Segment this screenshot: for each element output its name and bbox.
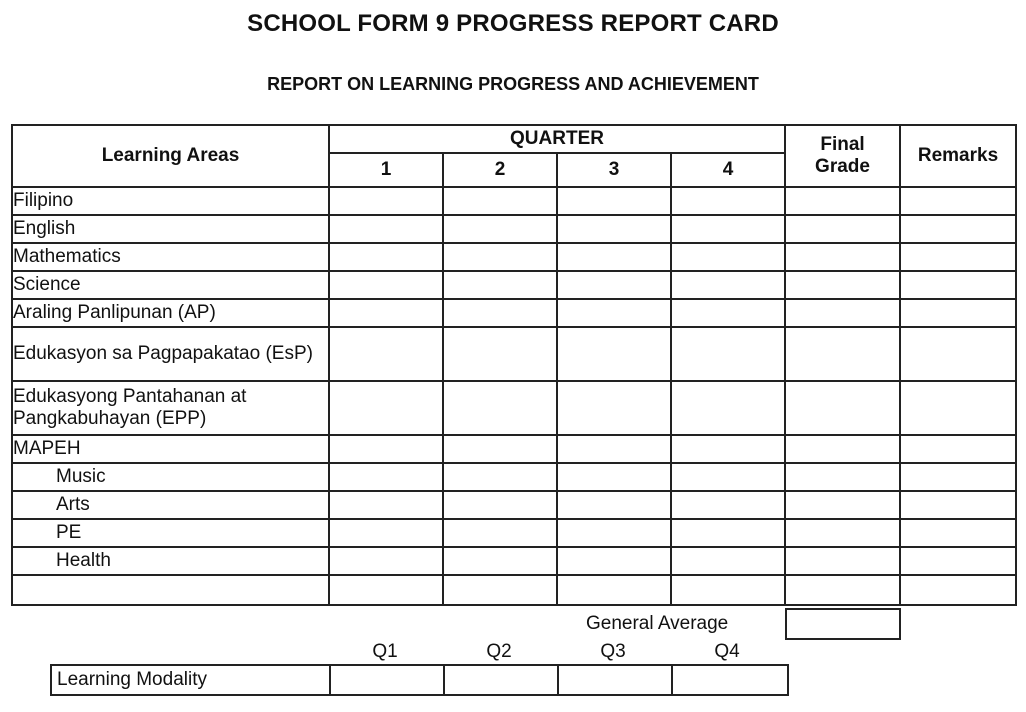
remarks-cell — [900, 327, 1016, 381]
learning-areas-header: Learning Areas — [12, 125, 329, 187]
grade-cell-q2 — [443, 187, 557, 215]
subject-label: PE — [12, 519, 329, 547]
general-average-box — [785, 608, 901, 640]
final-grade-cell — [785, 215, 900, 243]
table-row — [12, 243, 1016, 271]
grade-cell-q4 — [671, 187, 785, 215]
subject-label-blank — [12, 575, 329, 605]
remarks-cell — [900, 271, 1016, 299]
grade-cell-q1 — [329, 575, 443, 605]
table-row-blank — [12, 575, 1016, 605]
grade-cell-q1 — [329, 187, 443, 215]
modality-cell-q2 — [444, 665, 558, 695]
subject-label: Mathematics — [12, 243, 329, 271]
grade-cell-q2 — [443, 381, 557, 435]
grade-cell-q4 — [671, 215, 785, 243]
grade-cell-q2 — [443, 215, 557, 243]
final-grade-cell — [785, 299, 900, 327]
grade-cell-q4 — [671, 435, 785, 463]
grade-cell-q4 — [671, 575, 785, 605]
grade-cell-q3 — [557, 243, 671, 271]
learning-modality-table — [50, 664, 789, 696]
grade-cell-q1 — [329, 327, 443, 381]
grade-cell-q2 — [443, 299, 557, 327]
table-row — [12, 187, 1016, 215]
remarks-cell — [900, 435, 1016, 463]
general-average-label: General Average — [586, 613, 729, 634]
final-grade-header — [785, 125, 900, 187]
final-grade-cell — [785, 547, 900, 575]
remarks-cell — [900, 299, 1016, 327]
table-row — [51, 665, 788, 695]
grade-cell-q3 — [557, 435, 671, 463]
grades-table — [11, 124, 1017, 606]
grade-cell-q3 — [557, 575, 671, 605]
modality-cell-q4 — [672, 665, 788, 695]
subject-label: Edukasyong Pantahanan at Pangkabuhayan (EPP) — [12, 381, 329, 435]
remarks-cell — [900, 463, 1016, 491]
remarks-header: Remarks — [900, 125, 1016, 187]
grade-cell-q1 — [329, 435, 443, 463]
grade-cell-q2 — [443, 327, 557, 381]
grade-cell-q1 — [329, 491, 443, 519]
final-grade-cell — [785, 187, 900, 215]
grade-cell-q4 — [671, 271, 785, 299]
grade-cell-q3 — [557, 381, 671, 435]
quarter-header: QUARTER — [329, 125, 785, 153]
grade-cell-q3 — [557, 327, 671, 381]
grade-cell-q4 — [671, 491, 785, 519]
remarks-cell — [900, 519, 1016, 547]
remarks-cell — [900, 575, 1016, 605]
subject-label: MAPEH — [12, 435, 329, 463]
subject-label: Science — [12, 271, 329, 299]
grade-cell-q4 — [671, 299, 785, 327]
modality-cell-q3 — [558, 665, 672, 695]
grade-cell-q4 — [671, 381, 785, 435]
remarks-cell — [900, 491, 1016, 519]
table-row — [12, 215, 1016, 243]
table-row — [12, 381, 1016, 435]
grade-cell-q3 — [557, 491, 671, 519]
grade-cell-q1 — [329, 271, 443, 299]
grade-cell-q2 — [443, 435, 557, 463]
final-grade-cell — [785, 243, 900, 271]
table-row — [12, 271, 1016, 299]
grade-cell-q2 — [443, 547, 557, 575]
grade-cell-q3 — [557, 463, 671, 491]
grade-cell-q2 — [443, 463, 557, 491]
final-grade-cell — [785, 463, 900, 491]
remarks-cell — [900, 243, 1016, 271]
grade-cell-q4 — [671, 547, 785, 575]
grade-cell-q2 — [443, 271, 557, 299]
grade-cell-q1 — [329, 243, 443, 271]
grade-cell-q1 — [329, 299, 443, 327]
modality-q2-label: Q2 — [486, 641, 512, 662]
final-grade-cell — [785, 327, 900, 381]
quarter-3-header: 3 — [557, 153, 671, 187]
table-row — [12, 299, 1016, 327]
modality-cell-q1 — [330, 665, 444, 695]
subject-label: Arts — [12, 491, 329, 519]
grade-cell-q1 — [329, 463, 443, 491]
grade-cell-q3 — [557, 299, 671, 327]
modality-q3-label: Q3 — [600, 641, 626, 662]
grade-cell-q4 — [671, 463, 785, 491]
grade-cell-q4 — [671, 243, 785, 271]
grade-cell-q3 — [557, 187, 671, 215]
grade-cell-q1 — [329, 547, 443, 575]
subject-label: Filipino — [12, 187, 329, 215]
remarks-cell — [900, 381, 1016, 435]
quarter-4-header: 4 — [671, 153, 785, 187]
subject-label: Music — [12, 463, 329, 491]
learning-modality-label: Learning Modality — [51, 665, 330, 695]
subject-label: Health — [12, 547, 329, 575]
grade-cell-q3 — [557, 271, 671, 299]
grade-cell-q3 — [557, 519, 671, 547]
page-subtitle: REPORT ON LEARNING PROGRESS AND ACHIEVEMENT — [267, 74, 759, 94]
final-grade-cell — [785, 381, 900, 435]
modality-q4-label: Q4 — [714, 641, 740, 662]
table-row — [12, 519, 1016, 547]
final-grade-cell — [785, 519, 900, 547]
final-grade-cell — [785, 575, 900, 605]
grade-cell-q1 — [329, 381, 443, 435]
final-grade-cell — [785, 271, 900, 299]
remarks-cell — [900, 215, 1016, 243]
subject-label: Araling Panlipunan (AP) — [12, 299, 329, 327]
final-grade-cell — [785, 435, 900, 463]
grade-cell-q3 — [557, 547, 671, 575]
modality-q1-label: Q1 — [372, 641, 398, 662]
subject-label: English — [12, 215, 329, 243]
grade-cell-q1 — [329, 215, 443, 243]
final-grade-header-line2: Grade — [815, 156, 870, 177]
table-row — [12, 547, 1016, 575]
quarter-2-header: 2 — [443, 153, 557, 187]
remarks-cell — [900, 187, 1016, 215]
table-row — [12, 327, 1016, 381]
final-grade-cell — [785, 491, 900, 519]
table-row — [12, 491, 1016, 519]
grade-cell-q3 — [557, 215, 671, 243]
table-row — [12, 463, 1016, 491]
remarks-cell — [900, 547, 1016, 575]
final-grade-header-line1: Final — [820, 134, 865, 155]
quarter-1-header: 1 — [329, 153, 443, 187]
table-row — [12, 435, 1016, 463]
grade-cell-q2 — [443, 575, 557, 605]
grade-cell-q2 — [443, 243, 557, 271]
grade-cell-q4 — [671, 519, 785, 547]
grade-cell-q1 — [329, 519, 443, 547]
grade-cell-q4 — [671, 327, 785, 381]
page-title: SCHOOL FORM 9 PROGRESS REPORT CARD — [247, 10, 779, 37]
grade-cell-q2 — [443, 519, 557, 547]
subject-label: Edukasyon sa Pagpapakatao (EsP) — [12, 327, 329, 381]
grade-cell-q2 — [443, 491, 557, 519]
